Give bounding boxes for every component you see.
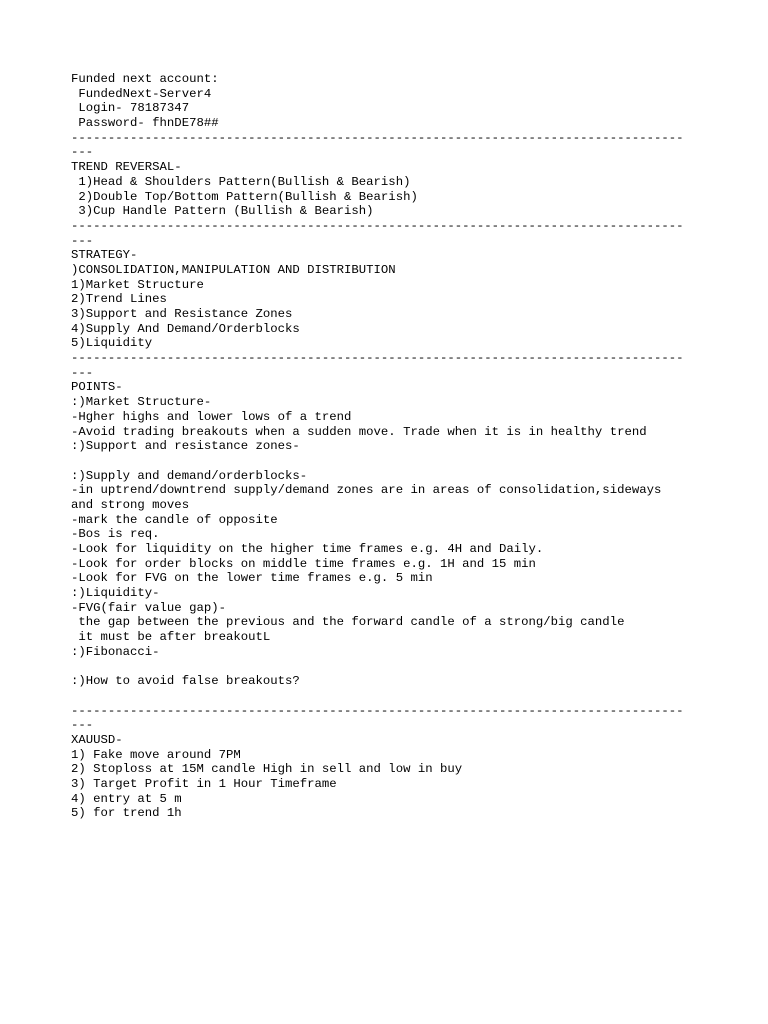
text-line: :)Supply and demand/orderblocks- bbox=[71, 468, 308, 483]
text-line: and strong moves bbox=[71, 497, 190, 512]
text-line: -mark the candle of opposite bbox=[71, 512, 278, 527]
document-page bbox=[71, 72, 711, 821]
text-line: Login- 78187347 bbox=[71, 101, 190, 116]
section-heading: STRATEGY- bbox=[71, 248, 138, 263]
separator-line: --- bbox=[71, 145, 94, 160]
text-line: -Hgher highs and lower lows of a trend bbox=[71, 409, 352, 424]
section-heading: XAUUSD- bbox=[71, 732, 123, 747]
text-line: )CONSOLIDATION,MANIPULATION AND DISTRIBUTION bbox=[71, 262, 396, 277]
text-line: 2)Trend Lines bbox=[71, 292, 167, 307]
text-line: FundedNext-Server4 bbox=[71, 86, 212, 101]
text-line: :)Support and resistance zones- bbox=[71, 439, 300, 454]
text-line: 1) Fake move around 7PM bbox=[71, 747, 241, 762]
separator-line: --- bbox=[71, 718, 94, 733]
text-line: 3) Target Profit in 1 Hour Timeframe bbox=[71, 777, 337, 791]
blank-line bbox=[71, 660, 711, 675]
section-heading: TREND REVERSAL- bbox=[71, 160, 182, 175]
text-line: :)Market Structure- bbox=[71, 395, 212, 410]
text-line: 4) entry at 5 m bbox=[71, 791, 182, 806]
separator-line: --- bbox=[71, 365, 94, 380]
separator-line: ----------------------------------------------------------------------------------- bbox=[71, 703, 684, 718]
section-heading: POINTS- bbox=[71, 380, 123, 395]
separator-line: ----------------------------------------------------------------------------------- bbox=[71, 130, 684, 145]
text-line: -Bos is req. bbox=[71, 527, 160, 542]
text-line: :)Fibonacci- bbox=[71, 644, 160, 659]
text-line: -Look for liquidity on the higher time frames e.g. 4H and Daily. bbox=[71, 542, 544, 556]
blank-line bbox=[71, 454, 711, 469]
text-line: 2)Double Top/Bottom Pattern(Bullish & Bearish) bbox=[71, 189, 418, 204]
text-line: -Avoid trading breakouts when a sudden move. Trade when it is in healthy trend bbox=[71, 424, 647, 439]
text-line: 3)Cup Handle Pattern (Bullish & Bearish) bbox=[71, 204, 374, 219]
blank-line bbox=[71, 689, 711, 704]
text-line: 1)Head & Shoulders Pattern(Bullish & Bearish) bbox=[71, 174, 411, 189]
text-line: -Look for order blocks on middle time frames e.g. 1H and 15 min bbox=[71, 556, 536, 571]
separator-line: ----------------------------------------------------------------------------------- bbox=[71, 351, 684, 366]
text-line: Password- fhnDE78## bbox=[71, 116, 219, 131]
text-line: -FVG(fair value gap)- bbox=[71, 600, 226, 615]
separator-line: --- bbox=[71, 233, 94, 248]
text-line: 3)Support and Resistance Zones bbox=[71, 307, 293, 321]
text-line: 5) for trend 1h bbox=[71, 806, 182, 821]
text-line: -in uptrend/downtrend supply/demand zones are in areas of consolidation,sideways bbox=[71, 483, 662, 498]
text-line: it must be after breakoutL bbox=[71, 630, 271, 645]
text-line: 4)Supply And Demand/Orderblocks bbox=[71, 321, 300, 336]
text-line: the gap between the previous and the forward candle of a strong/big candle bbox=[71, 615, 625, 630]
text-line: 2) Stoploss at 15M candle High in sell and low in buy bbox=[71, 762, 463, 777]
text-line: :)Liquidity- bbox=[71, 586, 160, 601]
text-line: 1)Market Structure bbox=[71, 277, 204, 292]
text-line: Funded next account: bbox=[71, 72, 219, 86]
text-line: -Look for FVG on the lower time frames e.g. 5 min bbox=[71, 571, 433, 586]
separator-line: ----------------------------------------------------------------------------------- bbox=[71, 218, 684, 233]
text-line: :)How to avoid false breakouts? bbox=[71, 674, 300, 689]
text-line: 5)Liquidity bbox=[71, 336, 153, 351]
